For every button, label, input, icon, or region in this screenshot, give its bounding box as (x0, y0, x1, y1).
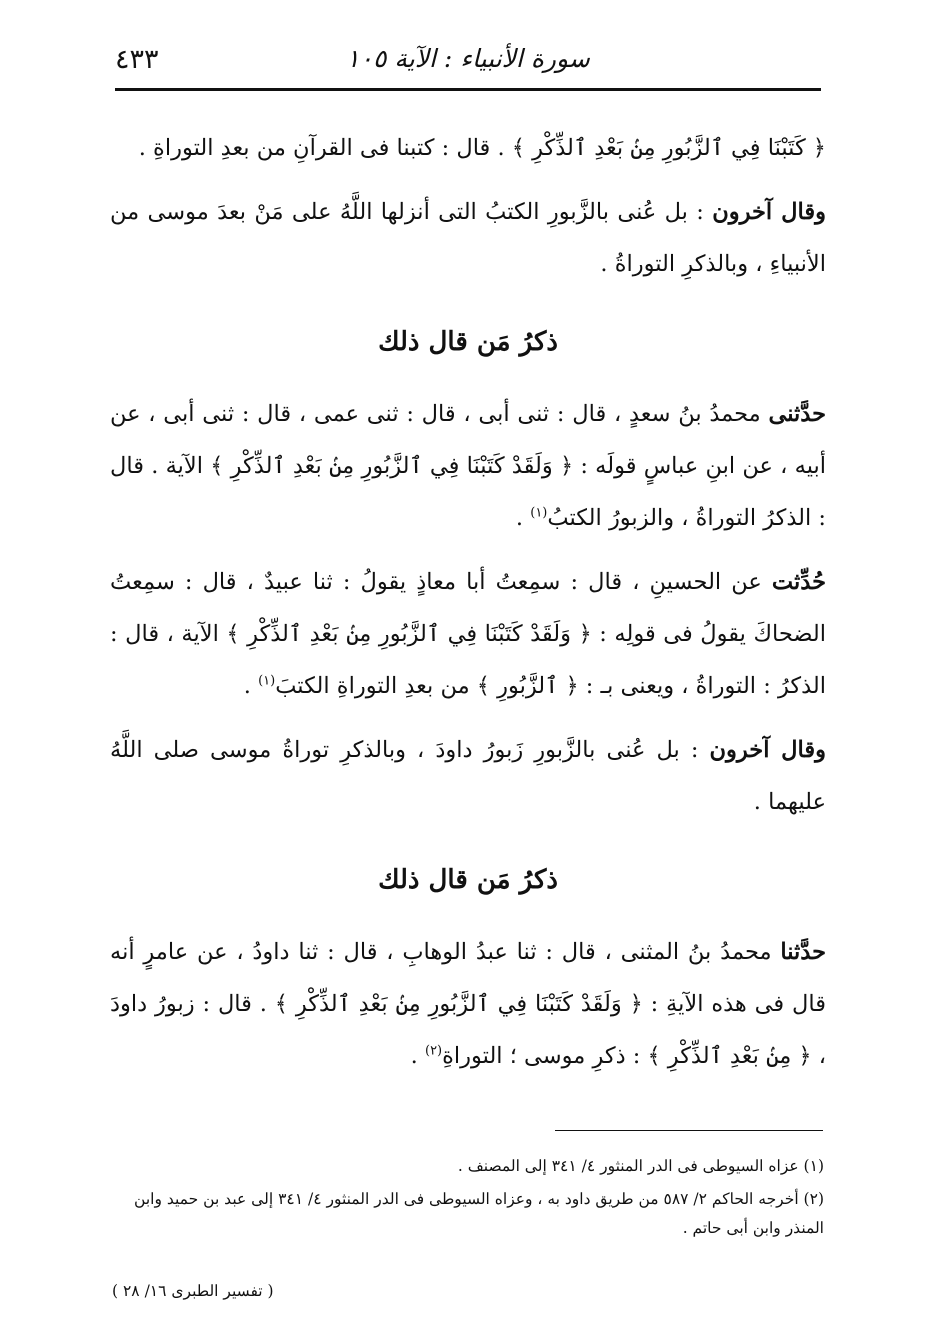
paragraph-2 (110, 186, 826, 290)
volume-reference: ( تفسير الطبرى ١٦/ ٢٨ ) (112, 1282, 274, 1300)
narration-2-text: عن الحسينِ ، قال : سمِعتُ أبا معاذٍ يقولُ : ثنا عبيدٌ ، قال : سمِعتُ الضحاكَ يقولُ فى قولِه : ﴿ وَلَقَدْ كَتَبْنَا فِي ٱلزَّبُورِ مِنۢ بَعْدِ ٱلذِّكْرِ ﴾ الآية ، قال : الذكرُ : التوراةُ ، ويعنى بـ : ﴿ ٱلزَّبُورِ ﴾ من بعدِ التوراةِ الكتبَ (110, 569, 826, 699)
footnote-2: (٢) أخرجه الحاكم ٢/ ٥٨٧ من طريق داود به ، وعزاه السيوطى فى الدر المنثور ٤/ ٣٤١ إلى عبد بن حميد وابن المنذر وابن أبى حاتم . (134, 1190, 824, 1237)
narration-4: حدَّثنا محمدُ بنُ المثنى ، قال : ثنا عبدُ الوهابِ ، قال : ثنا داودُ ، عن عامرٍ أنه قال فى هذه الآيةِ : ﴿ وَلَقَدْ كَتَبْنَا فِي ٱلزَّبُورِ مِنۢ بَعْدِ ٱلذِّكْرِ ﴾ . قال : زبورُ داودَ ، ﴿ مِنۢ بَعْدِ ٱلذِّكْرِ ﴾ : ذكرِ موسى ؛ التوراةِ$^{(٢)}$ . (110, 939, 826, 1069)
narration-1-lead: حدَّثنى (768, 401, 826, 427)
narration-3 (110, 724, 826, 828)
footnote-marker: (٢) (424, 1043, 443, 1059)
footnote-rule (555, 1130, 823, 1131)
section-heading-1: ذكرُ مَن قال ذلك (378, 327, 558, 357)
footnote-marker: (١) (258, 673, 276, 689)
narration-2: حُدِّثت عن الحسينِ ، قال : سمِعتُ أبا معاذٍ يقولُ : ثنا عبيدٌ ، قال : سمِعتُ الضحاكَ يقولُ فى قولِه : ﴿ وَلَقَدْ كَتَبْنَا فِي ٱلزَّبُورِ مِنۢ بَعْدِ ٱلذِّكْرِ ﴾ الآية ، قال : الذكرُ : التوراةُ ، ويعنى بـ : ﴿ ٱلزَّبُورِ ﴾ من بعدِ التوراةِ الكتبَ$^{(١)}$ . (110, 569, 826, 699)
header-rule (115, 88, 821, 91)
paragraph-2-lead: وقال آخرون (712, 199, 827, 225)
page-header (115, 40, 821, 86)
paragraph-1 (110, 122, 826, 174)
narration-3-lead: وقال آخرون (709, 737, 827, 763)
footnote-1: (١) عزاه السيوطى فى الدر المنثور ٤/ ٣٤١ إلى المصنف . (457, 1157, 824, 1175)
narration-1: حدَّثنى محمدُ بنُ سعدٍ ، قال : ثنى أبى ، قال : ثنى عمى ، قال : ثنى أبى ، عن أبيه ، عن ابنِ عباسٍ قولَه : ﴿ وَلَقَدْ كَتَبْنَا فِي ٱلزَّبُورِ مِنۢ بَعْدِ ٱلذِّكْرِ ﴾ الآية . قال : الذكرُ التوراةُ ، والزبورُ الكتبُ$^{(١)}$ . (110, 401, 826, 531)
footnote-marker: (١) (530, 505, 548, 521)
running-head: سورة الأنبياء : الآية ١٠٥ (346, 44, 590, 73)
page-number: ٤٣٣ (115, 44, 159, 75)
narration-1-text: محمدُ بنُ سعدٍ ، قال : ثنى أبى ، قال : ثنى عمى ، قال : ثنى أبى ، عن أبيه ، عن ابنِ عباسٍ قولَه : ﴿ وَلَقَدْ كَتَبْنَا فِي ٱلزَّبُورِ مِنۢ بَعْدِ ٱلذِّكْرِ ﴾ الآية . قال : الذكرُ التوراةُ ، والزبورُ الكتبُ (110, 401, 826, 531)
narration-4-lead: حدَّثنا (780, 939, 826, 965)
narration-3-text: : بل عُنى بالزَّبورِ زَبورُ داودَ ، وبالذكرِ توراةُ موسى صلى اللَّهُ عليهما . (110, 737, 826, 815)
paragraph-1-text: ﴿ كَتَبْنَا فِي ٱلزَّبُورِ مِنۢ بَعْدِ ٱلذِّكْرِ ﴾ . قال : كتبنا فى القرآنِ من بعدِ التوراةِ . (138, 135, 826, 161)
narration-4-text: محمدُ بنُ المثنى ، قال : ثنا عبدُ الوهابِ ، قال : ثنا داودُ ، عن عامرٍ أنه قال فى هذه الآيةِ : ﴿ وَلَقَدْ كَتَبْنَا فِي ٱلزَّبُورِ مِنۢ بَعْدِ ٱلذِّكْرِ ﴾ . قال : زبورُ داودَ ، ﴿ مِنۢ بَعْدِ ٱلذِّكْرِ ﴾ : ذكرِ موسى ؛ التوراةِ (110, 939, 826, 1069)
main-text (110, 122, 826, 1094)
paragraph-2-text: : بل عُنى بالزَّبورِ الكتبُ التى أنزلها اللَّهُ على مَنْ بعدَ موسى من الأنبياءِ ، وبالذكرِ التوراةُ . (110, 199, 826, 277)
section-heading-2: ذكرُ مَن قال ذلك (378, 865, 558, 895)
footnotes (108, 1152, 824, 1247)
narration-2-lead: حُدِّثت (771, 569, 826, 595)
